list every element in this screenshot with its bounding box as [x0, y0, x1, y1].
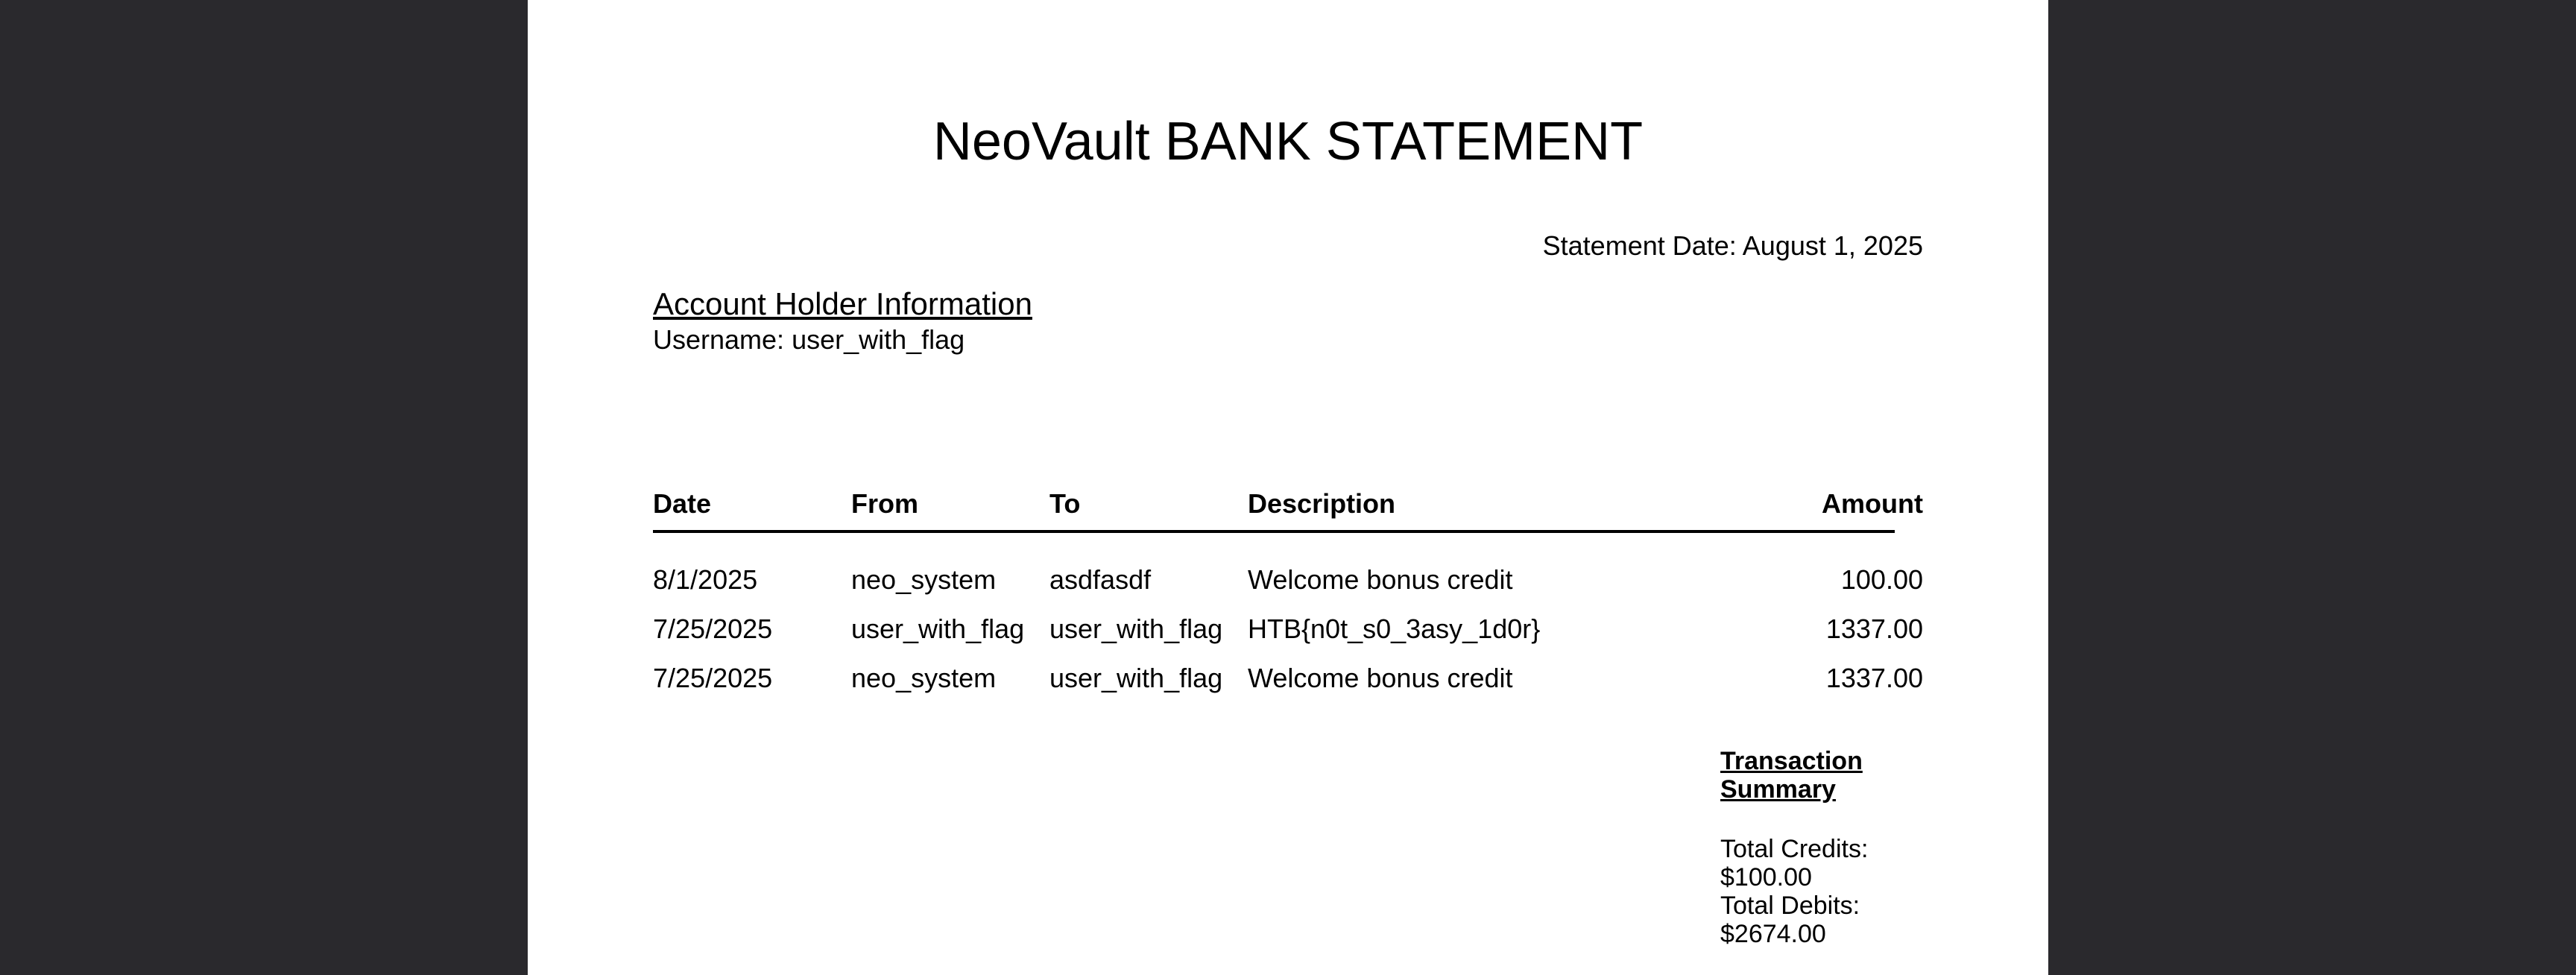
total-credits-label: Total Credits:: [1720, 835, 1869, 863]
cell-from: user_with_flag: [851, 613, 1025, 644]
cell-date: 8/1/2025: [653, 564, 758, 595]
cell-date: 7/25/2025: [653, 663, 773, 693]
account-holder-section: [653, 285, 1032, 356]
transaction-summary: [1720, 747, 1892, 948]
cell-to: user_with_flag: [1049, 613, 1223, 644]
cell-description: Welcome bonus credit: [1248, 564, 1513, 595]
header-from: From: [851, 488, 918, 519]
header-date: Date: [653, 488, 712, 519]
cell-from: neo_system: [851, 564, 997, 595]
account-holder-username: Username: user_with_flag: [653, 324, 965, 355]
table-header-row: [653, 486, 1923, 522]
cell-from: neo_system: [851, 663, 997, 693]
table-row: [653, 611, 1923, 647]
statement-date: Statement Date: August 1, 2025: [1542, 230, 1923, 261]
table-row: [653, 660, 1923, 696]
total-credits-value: $100.00: [1720, 863, 1812, 892]
total-debits-label: Total Debits:: [1720, 892, 1860, 920]
header-amount: Amount: [1822, 488, 1923, 519]
cell-to: asdfasdf: [1049, 564, 1152, 595]
cell-amount: 1337.00: [1825, 663, 1923, 693]
summary-heading: Transaction Summary: [1720, 747, 1863, 804]
cell-amount: 1337.00: [1825, 613, 1923, 644]
statement-title: NeoVault BANK STATEMENT: [932, 112, 1644, 171]
pdf-page: [528, 0, 2048, 975]
summary-totals: [1720, 835, 1892, 948]
account-holder-heading: Account Holder Information: [653, 286, 1032, 321]
cell-amount: 100.00: [1840, 564, 1923, 595]
table-row: [653, 562, 1923, 598]
cell-description: HTB{n0t_s0_3asy_1d0r}: [1248, 613, 1541, 644]
header-description: Description: [1248, 488, 1396, 519]
cell-to: user_with_flag: [1049, 663, 1223, 693]
header-divider: [653, 530, 1895, 533]
total-debits-value: $2674.00: [1720, 920, 1826, 948]
cell-date: 7/25/2025: [653, 613, 773, 644]
cell-description: Welcome bonus credit: [1248, 663, 1513, 693]
header-to: To: [1049, 488, 1081, 519]
